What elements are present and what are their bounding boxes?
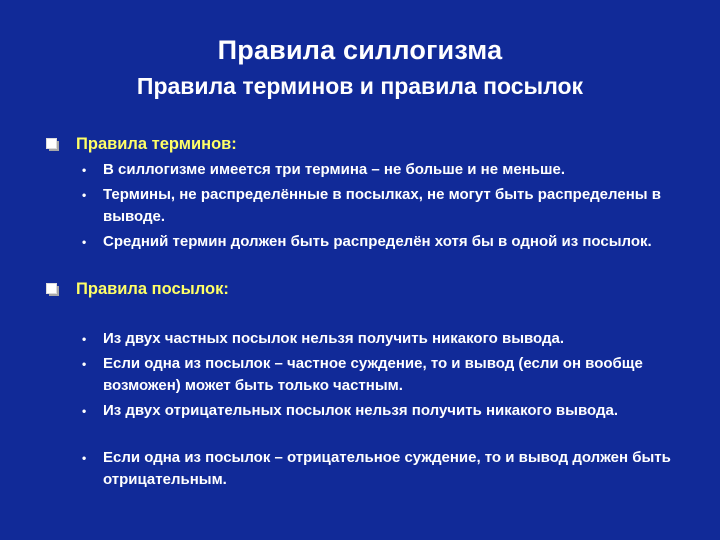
list-item-text: Если одна из посылок – частное суждение, то и вывод (если он вообще возможен) может быть только частным. <box>103 355 643 394</box>
section-label-premises: Правила посылок: <box>76 279 229 298</box>
list-item-text: Из двух частных посылок нельзя получить никакого вывода. <box>103 330 565 347</box>
list-item <box>82 400 682 422</box>
list-item <box>82 328 682 350</box>
section-label-terms: Правила терминов: <box>76 134 237 153</box>
list-item-text: Если одна из посылок – отрицательное суждение, то и вывод должен быть отрицательным. <box>103 449 671 488</box>
bullet-dot-icon: • <box>82 404 87 418</box>
square-bullet-icon <box>46 138 58 150</box>
list-item <box>82 447 682 491</box>
list-item-text: Из двух отрицательных посылок нельзя получить никакого вывода. <box>103 402 618 419</box>
bullet-dot-icon: • <box>82 332 87 346</box>
list-item-text: В силлогизме имеется три термина – не больше и не меньше. <box>103 161 565 178</box>
list-item <box>82 231 682 253</box>
slide-title: Правила силлогизма <box>217 35 503 65</box>
list-item <box>82 159 682 181</box>
slide-subtitle: Правила терминов и правила посылок <box>136 73 584 99</box>
bullet-dot-icon: • <box>82 451 87 465</box>
list-item-text: Термины, не распределённые в посылках, не могут быть распределены в выводе. <box>103 186 661 225</box>
list-item <box>82 184 682 228</box>
section-heading-premises <box>46 277 229 301</box>
section-heading-terms <box>46 132 237 156</box>
list-item <box>82 353 682 397</box>
bullet-dot-icon: • <box>82 235 87 249</box>
square-bullet-icon <box>46 283 58 295</box>
bullet-dot-icon: • <box>82 188 87 202</box>
bullet-dot-icon: • <box>82 163 87 177</box>
bullet-dot-icon: • <box>82 357 87 371</box>
list-item-text: Средний термин должен быть распределён хотя бы в одной из посылок. <box>103 233 652 250</box>
